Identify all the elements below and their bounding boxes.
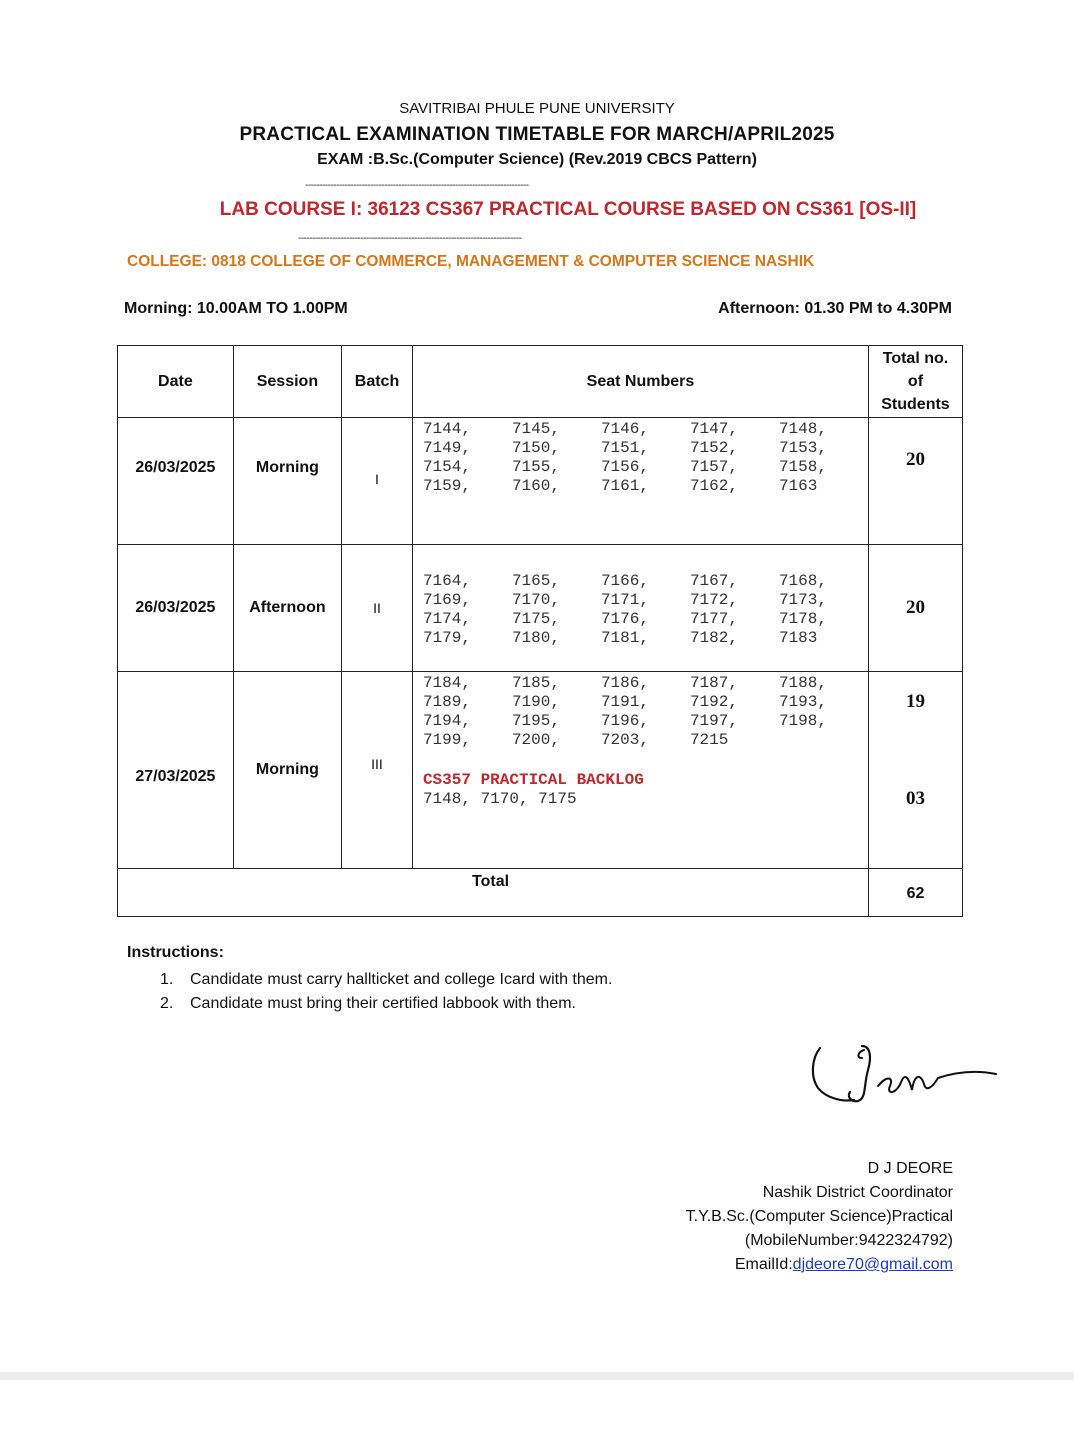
signer-mobile: (MobileNumber:9422324792) (744, 1232, 953, 1249)
seat-number: 7166, (600, 572, 649, 590)
seat-number: 7215 (689, 731, 729, 749)
seat-number: 7165, (511, 572, 560, 590)
signer-program: T.Y.B.Sc.(Computer Science)Practical (685, 1208, 953, 1225)
table-row (118, 672, 963, 869)
seat-number: 7154, (422, 458, 471, 476)
header-total-line: Students (881, 396, 950, 413)
seat-number: 7190, (511, 693, 560, 711)
seat-number: 7173, (778, 591, 827, 609)
header-total-line: of (907, 373, 924, 390)
seat-number: 7174, (422, 610, 471, 628)
separator-line: ------------------------------------------------------------------------------- (298, 233, 522, 244)
seat-number: 7185, (511, 674, 560, 692)
row-total: 20 (868, 418, 962, 545)
row-date: 26/03/2025 (118, 418, 234, 545)
row-session: Afternoon (233, 545, 341, 672)
seat-number: 7160, (511, 477, 560, 495)
afternoon-timing: Afternoon: 01.30 PM to 4.30PM (718, 300, 952, 317)
instructions-list (160, 968, 612, 1016)
instruction-number: 2. (160, 995, 174, 1012)
header-total-students (868, 346, 962, 418)
row-date: 26/03/2025 (118, 545, 234, 672)
seat-number: 7146, (600, 420, 649, 438)
seat-number: 7199, (422, 731, 471, 749)
total-row (118, 869, 963, 917)
header-total-line: Total no. (882, 350, 949, 367)
seat-number: 7186, (600, 674, 649, 692)
seat-number: 7149, (422, 439, 471, 457)
header-seat-numbers: Seat Numbers (412, 346, 868, 418)
seat-grid (413, 674, 868, 750)
row-seat-numbers (412, 545, 868, 672)
instruction-text: Candidate must carry hallticket and college Icard with them. (190, 971, 613, 988)
separator-line: ------------------------------------------------------------------------------- (305, 180, 529, 191)
seat-number: 7147, (689, 420, 738, 438)
row-date: 27/03/2025 (118, 672, 234, 869)
seat-number: 7179, (422, 629, 471, 647)
row-batch: III (342, 672, 413, 869)
exam-name: EXAM :B.Sc.(Computer Science) (Rev.2019 CBCS Pattern) (317, 151, 757, 168)
seat-number: 7169, (422, 591, 471, 609)
header-date: Date (118, 346, 234, 418)
lab-course-title: LAB COURSE I: 36123 CS367 PRACTICAL COURSE BASED ON CS361 [OS-II] (219, 199, 917, 220)
row-total-cell (868, 672, 962, 869)
instruction-number: 1. (160, 971, 174, 988)
seat-number: 7162, (689, 477, 738, 495)
seat-grid (413, 420, 868, 496)
seat-number: 7183 (778, 629, 818, 647)
header-session: Session (233, 346, 341, 418)
backlog-title: CS357 PRACTICAL BACKLOG (422, 771, 644, 789)
seat-number: 7170, (511, 591, 560, 609)
backlog-seats: 7148, 7170, 7175 (422, 790, 577, 808)
seat-number: 7159, (422, 477, 471, 495)
signer-role: Nashik District Coordinator (762, 1184, 953, 1201)
seat-number: 7188, (778, 674, 827, 692)
seat-number: 7161, (600, 477, 649, 495)
page-bottom-bar (0, 1372, 1074, 1380)
total-label: Total (118, 869, 869, 917)
row-total: 19 (905, 691, 925, 712)
signature-image (806, 1036, 1006, 1116)
seat-number: 7172, (689, 591, 738, 609)
seat-number: 7171, (600, 591, 649, 609)
seat-number: 7163 (778, 477, 818, 495)
seat-number: 7191, (600, 693, 649, 711)
signer-block (686, 1157, 953, 1277)
timetable (117, 345, 963, 917)
seat-number: 7177, (689, 610, 738, 628)
university-name: SAVITRIBAI PHULE PUNE UNIVERSITY (399, 100, 675, 117)
seat-number: 7181, (600, 629, 649, 647)
header-batch: Batch (342, 346, 413, 418)
row-session: Morning (233, 672, 341, 869)
seat-number: 7187, (689, 674, 738, 692)
seat-number: 7164, (422, 572, 471, 590)
college-name: COLLEGE: 0818 COLLEGE OF COMMERCE, MANAGEMENT & COMPUTER SCIENCE NASHIK (127, 253, 815, 270)
seat-number: 7178, (778, 610, 827, 628)
page-title: PRACTICAL EXAMINATION TIMETABLE FOR MARCH/APRIL2025 (239, 124, 835, 145)
signer-email-line (686, 1253, 953, 1277)
morning-timing: Morning: 10.00AM TO 1.00PM (124, 300, 348, 317)
seat-number: 7167, (689, 572, 738, 590)
seat-number: 7155, (511, 458, 560, 476)
seat-number: 7182, (689, 629, 738, 647)
seat-number: 7175, (511, 610, 560, 628)
backlog-block (413, 771, 868, 809)
seat-number: 7200, (511, 731, 560, 749)
seat-number: 7184, (422, 674, 471, 692)
seat-number: 7192, (689, 693, 738, 711)
grand-total: 62 (868, 869, 962, 917)
seat-number: 7158, (778, 458, 827, 476)
seat-number: 7203, (600, 731, 649, 749)
seat-number: 7197, (689, 712, 738, 730)
backlog-total: 03 (905, 788, 925, 809)
email-label: EmailId: (734, 1256, 793, 1273)
row-total: 20 (868, 545, 962, 672)
seat-number (779, 731, 868, 750)
seat-number: 7196, (600, 712, 649, 730)
seat-grid (413, 568, 868, 648)
seat-number: 7189, (422, 693, 471, 711)
seat-number: 7176, (600, 610, 649, 628)
seat-number: 7144, (422, 420, 471, 438)
row-seat-numbers (412, 672, 868, 869)
table-row (118, 418, 963, 545)
seat-number: 7194, (422, 712, 471, 730)
seat-number: 7153, (778, 439, 827, 457)
seat-number: 7150, (511, 439, 560, 457)
seat-number: 7157, (689, 458, 738, 476)
instruction-item (160, 968, 612, 992)
seat-number: 7152, (689, 439, 738, 457)
row-seat-numbers (412, 418, 868, 545)
seat-number: 7156, (600, 458, 649, 476)
seat-number: 7148, (778, 420, 827, 438)
row-batch: II (342, 545, 413, 672)
instructions-heading: Instructions: (127, 944, 224, 961)
seat-number: 7195, (511, 712, 560, 730)
seat-number: 7180, (511, 629, 560, 647)
table-header-row (118, 346, 963, 418)
table-row (118, 545, 963, 672)
row-session: Morning (233, 418, 341, 545)
instruction-text: Candidate must bring their certified labbook with them. (190, 995, 576, 1012)
seat-number: 7145, (511, 420, 560, 438)
instruction-item (160, 992, 612, 1016)
signer-name: D J DEORE (867, 1160, 953, 1177)
seat-number: 7151, (600, 439, 649, 457)
row-batch: I (342, 418, 413, 545)
email-link[interactable]: djdeore70@gmail.com (792, 1256, 953, 1273)
seat-number: 7168, (778, 572, 827, 590)
seat-number: 7198, (778, 712, 827, 730)
seat-number: 7193, (778, 693, 827, 711)
